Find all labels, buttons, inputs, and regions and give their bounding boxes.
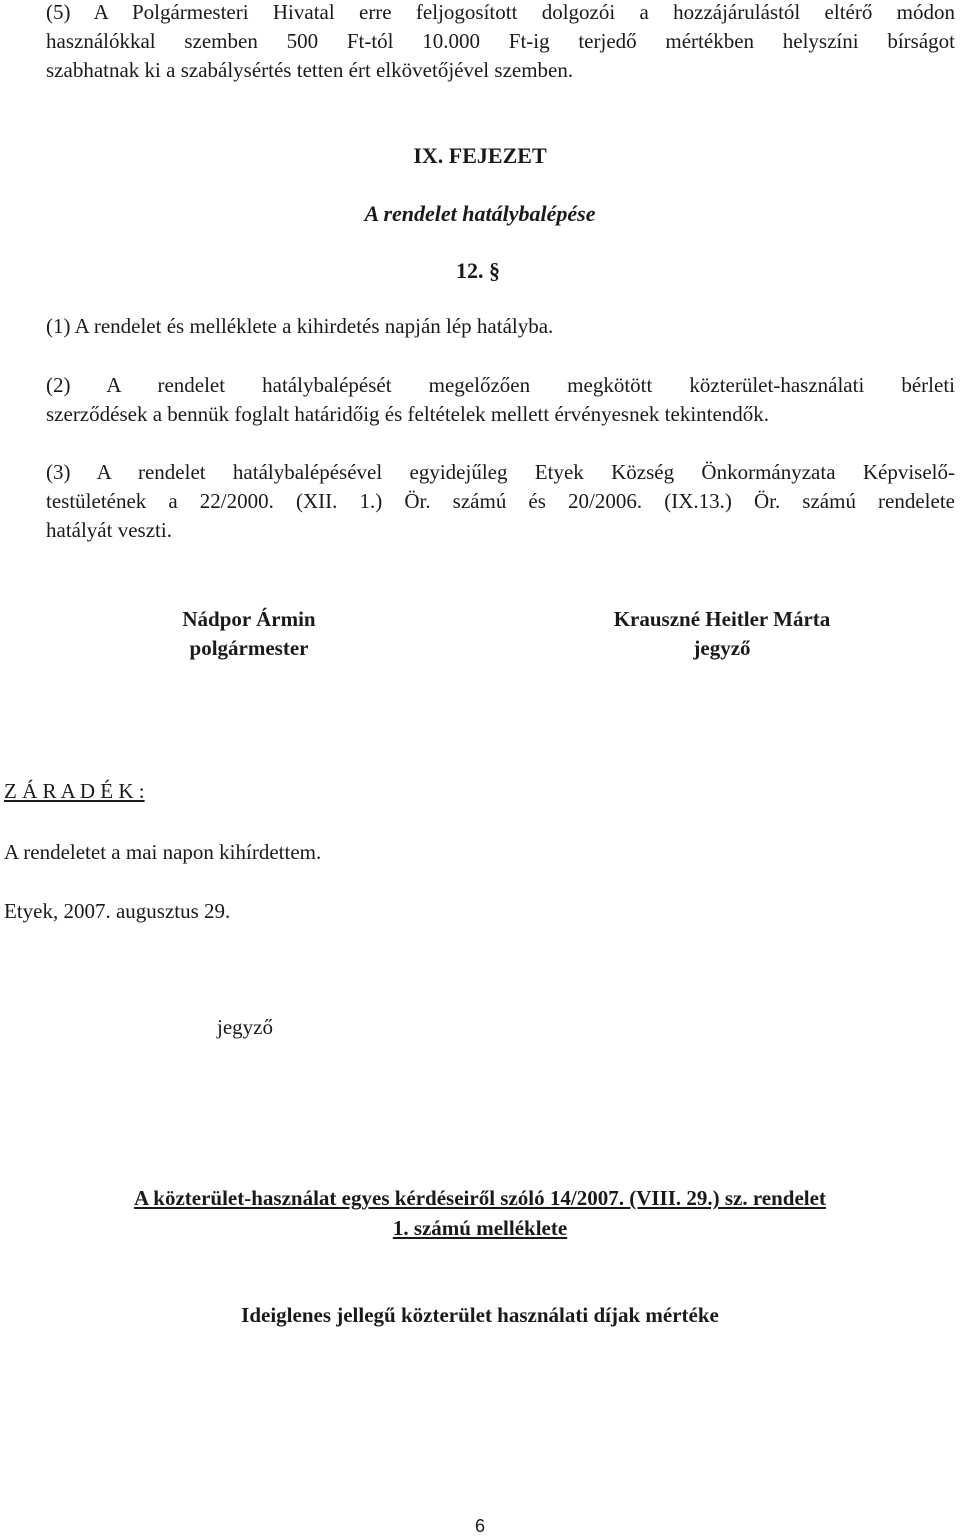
paragraph-3-line-2: testületének a 22/2000. (XII. 1.) Ör. számú és 20/2006. (IX.13.) Ör. számú rendelete	[46, 489, 955, 513]
notary-title: jegyző	[693, 636, 751, 660]
notary-name: Krauszné Heitler Márta	[613, 607, 831, 631]
paragraph-2-line-1: (2) A rendelet hatálybalépését megelőzően megkötött közterület-használati bérleti	[46, 373, 955, 397]
clause-signer: jegyző	[217, 1015, 273, 1039]
annex-title-line-2: 1. számú melléklete	[392, 1216, 568, 1240]
mayor-title: polgármester	[189, 636, 309, 660]
paragraph-5-line-1: (5) A Polgármesteri Hivatal erre feljogosított dolgozói a hozzájárulástól eltérő módon	[46, 0, 955, 24]
paragraph-3-line-1: (3) A rendelet hatálybalépésével egyidejűleg Etyek Község Önkormányzata Képviselő-	[46, 460, 955, 484]
paragraph-3	[46, 458, 955, 545]
chapter-title: A rendelet hatálybalépése	[364, 201, 596, 226]
section-number: 12. §	[456, 258, 500, 283]
notary-signature	[572, 605, 872, 663]
mayor-signature	[119, 605, 379, 663]
paragraph-5-line-3: szabhatnak ki a szabálysértés tetten ért elkövetőjével szemben.	[46, 58, 574, 82]
paragraph-5-line-2: használókkal szemben 500 Ft-tól 10.000 Ft-ig terjedő mértékben helyszíni bírságot	[46, 29, 955, 53]
annex-subtitle: Ideiglenes jellegű közterület használati díjak mértéke	[241, 1303, 719, 1327]
chapter-number: IX. FEJEZET	[413, 143, 547, 168]
page-number: 6	[474, 1516, 485, 1536]
clause-place-date: Etyek, 2007. augusztus 29.	[4, 899, 231, 923]
paragraph-1: (1) A rendelet és melléklete a kihirdetés napján lép hatályba.	[46, 314, 554, 338]
paragraph-2	[46, 371, 955, 429]
clause-heading: Z Á R A D É K :	[4, 779, 145, 803]
annex-title-line-1: A közterület-használat egyes kérdéseiről szóló 14/2007. (VIII. 29.) sz. rendelet	[134, 1186, 826, 1210]
paragraph-3-line-3: hatályát veszti.	[46, 518, 172, 542]
mayor-name: Nádpor Ármin	[182, 607, 316, 631]
paragraph-5	[46, 0, 955, 85]
clause-text: A rendeletet a mai napon kihírdettem.	[4, 840, 322, 864]
paragraph-2-line-2: szerződések a bennük foglalt határidőig és feltételek mellett érvényesnek tekintendők.	[46, 402, 770, 426]
